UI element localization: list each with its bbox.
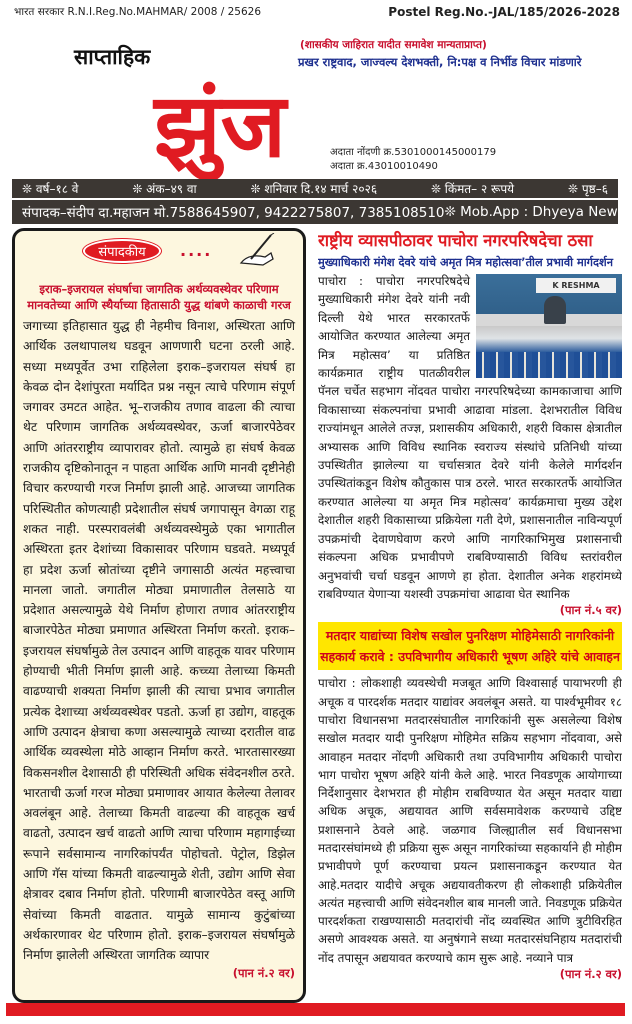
photo-speaker [544,296,566,324]
price: ❊ किंमत– २ रूपये [430,182,515,196]
footer-red-bar [6,1003,625,1016]
story-1-body: पाचोरा : पाचोरा नगरपरिषदेचे मुख्याधिकारी मंगेश देवरे यांनी नवी दिल्ली येथे भारत सरकारतर्फे आयोजित करण्यात आलेल्या अमृत मित्र महोत्सव’ या प्रतिष्ठित कार्यक्रमात राष्ट्रीय पातळीवरील पॅनल चर्चेत सहभाग नोंदवत पाचोरा नगरपरिषदेच्या कामकाजाचा आणि विकासाच्या संकल्पनांचा प्रभावी आढावा मांडला. देशभरातील विविध राज्यांमधून आलेले तज्ज्ञ, प्रशासकीय अधिकारी, शहरी विकास क्षेत्रातील अभ्यासक आणि विविध स्थानिक स्वराज्य संस्थांचे प्रतिनिधी यांच्या उपस्थितीत झालेल्या या चर्चासत्रात देवरे यांनी केलेले मार्गदर्शन उपस्थितांकडून विशेष कौतुकास पात्र ठरले. भारत सरकारतर्फे आयोजित करण्यात आलेल्या या अमृत मित्र महोत्सव’ कार्यक्रमाचा मुख्य उद्देश देशातील शहरी विकासाच्या प्रक्रियेला गती देणे, प्रशासनातील नाविन्यपूर्ण उपक्रमांची देवाणघेवाण करणे आणि नागरिकाभिमुख प्रशासनाची संकल्पना अधिक प्रभावीपणे राबविण्यासाठी विविध स्तरांवरील अनुभवांची चर्चा घडवून आणणे हा होता. देशातील अनेक शहरांमध्ये राबविण्यात येणाऱ्या यशस्वी उपक्रमांचा आढावा घेत स्थानिक [318,274,622,601]
weekly-label: साप्ताहिक [74,45,151,69]
mobile-app: ❊ Mob.App : Dhyeya News [444,204,625,220]
year-info: ❊ वर्ष–१८ वे [22,182,79,196]
story-1-subheadline: मुख्याधिकारी मंगेश देवरे यांचे अमृत मित्र महोत्सवा’तील प्रभावी मार्गदर्शन [318,256,613,269]
masthead-logo: झुंज [154,74,286,177]
postal-registration: Postel Reg.No.-JAL/185/2026-2028 [388,5,620,19]
photo-banner-text: K RESHMA [536,278,616,293]
editorial-dots: .... [180,241,213,260]
photo-group [476,352,622,378]
editorial-headline [23,281,295,313]
issue-date: ❊ शनिवार दि.१४ मार्च २०२६ [250,182,378,196]
editorial-headline-line-1: इराक–इजरायल संघर्षाचा जागतिक अर्थव्यवस्थेवर परिणाम [39,282,279,296]
event-photo [476,274,622,378]
editorial-badge: संपादकीय [83,239,161,263]
adata-registration: अदाता नोंदणी क्र.5301000145000179 [330,147,497,158]
rni-registration: भारत सरकार R.N.I.Reg.No.MAHMAR/ 2008 / 25626 [14,6,262,18]
issue-number: ❊ अंक–४९ वा [132,182,197,196]
adata-numbers [330,146,496,174]
story-2-headline [318,622,622,670]
govt-approval-note: (शासकीय जाहिरात यादीत समावेश मान्यताप्राप्त) [300,39,487,51]
story-2-headline-line-1: मतदार याद्यांच्या विशेष सखोल पुनरिक्षण मोहिमेसाठी नागरिकांनी [325,628,615,644]
editorial-continued-link[interactable]: (पान नं.२ वर) [232,965,295,980]
tagline: प्रखर राष्ट्रवाद, जाज्वल्य देशभक्ती, नि:पक्ष व निर्भीड विचार मांडणारे [298,55,582,69]
story-1-headline: राष्ट्रीय व्यासपीठावर पाचोरा नगरपरिषदेचा ठसा [318,231,593,250]
story-1-continued-link[interactable]: (पान नं.५ वर) [559,603,622,618]
editor-contact: संपादक–संदीप दा.महाजन मो.7588645907, 9422275807, 7385108510 [22,205,445,221]
story-2-headline-line-2: सहकार्य करावे : उपविभागीय अधिकारी भूषण अहिरे यांचे आवाहन [320,649,620,665]
issue-info-bar [12,179,618,198]
editorial-headline-line-2: मानवतेच्या आणि स्थैर्याच्या हितासाठी युद्ध थांबणे काळाची गरज [27,298,291,312]
right-column [318,230,622,1000]
hand-writing-pen-icon [237,233,277,267]
editor-bar [12,200,625,224]
adata-number: अदाता क्र.43010010490 [330,161,438,172]
story-2-continued-link[interactable]: (पान नं.२ वर) [559,967,622,982]
story-2-body: पाचोरा : लोकशाही व्यवस्थेची मजबूत आणि विश्वासार्ह पायाभरणी ही अचूक व पारदर्शक मतदार याद्यांवर अवलंबून असते. या पार्श्वभूमीवर १८ पाचोरा विधानसभा मतदारसंघातील नागरिकांनी सुरू असलेल्या विशेष सखोल मतदार यादी पुनरिक्षण मोहिमेत सक्रिय सहभाग नोंदवावा, असे आवाहन मतदार नोंदणी अधिकारी तथा उपविभागीय अधिकारी पाचोरा भाग पाचोरा भूषण अहिरे यांनी केले आहे. भारत निवडणूक आयोगाच्या निर्देशानुसार देशभरात ही मोहीम राबविण्यात येत असून मतदार याद्या अधिक अचूक, अद्ययावत आणि सर्वसमावेशक करण्याचे उद्दिष्ट प्रशासनाने ठेवले आहे. जळगाव जिल्ह्यातील सर्व विधानसभा मतदारसंघांमध्ये ही प्रक्रिया सुरू असून नागरिकांच्या सहकार्याने ही मोहीम प्रभावीपणे पूर्ण करण्याचा प्रयत्न प्रशासनाकडून करण्यात येत आहे.मतदार यादीचे अचूक अद्ययावतीकरण ही लोकशाही प्रक्रियेतील अत्यंत महत्त्वाची आणि संवेदनशील बाब मानली जाते. निवडणूक प्रक्रियेत पारदर्शकता राखण्यासाठी मतदारांची नोंद व्यवस्थित आणि त्रुटीविरहित असणे आवश्यक असते. या अनुषंगाने सध्या मतदारसंघनिहाय मतदारांची नोंद तपासून अद्ययावत करण्याचे काम सुरू आहे. नव्याने पात्र [318,676,622,965]
page-count: ❊ पृष्ठ–६ [567,182,608,196]
editorial-body: जगाच्या इतिहासात युद्ध ही नेहमीच विनाश, अस्थिरता आणि आर्थिक उलथापालथ घडवून आणणारी घटना ठरली आहे. सध्या मध्यपूर्वेत उभा राहिलेला इराक–इजरायल संघर्ष हा केवळ दोन देशांपुरता मर्यादित प्रश्न नसून त्याचे परिणाम संपूर्ण जगावर उमटत आहेत. भू–राजकीय तणाव वाढला की त्याचा थेट परिणाम जागतिक अर्थव्यवस्थेवर, ऊर्जा बाजारपेठेवर आणि आंतरराष्ट्रीय व्यापारावर होतो. त्यामुळे हा संघर्ष केवळ राजकीय दृष्टिकोनातून न पाहता आर्थिक आणि मानवी दृष्टीनेही विचार करण्याची गरज निर्माण झाली आहे. आजच्या जागतिक परिस्थितीत कोणत्याही प्रदेशातील संघर्ष जगापासून वेगळा राहू शकत नाही. परस्परावलंबी अर्थव्यवस्थेमुळे एका भागातील अस्थिरता इतर देशांच्या विकासावर परिणाम घडवते. मध्यपूर्व हा प्रदेश ऊर्जा स्रोतांच्या दृष्टीने जगासाठी अत्यंत महत्त्वाचा मानला जातो. जगातील मोठ्या प्रमाणातील तेलसाठे या प्रदेशात असल्यामुळे येथे निर्माण होणारा तणाव आंतरराष्ट्रीय बाजारपेठेत मोठ्या प्रमाणात अस्थिरता निर्माण करतो. इराक–इजरायल संघर्षामुळे तेल उत्पादन आणि वाहतूक यावर परिणाम होण्याची भीती निर्माण झाली आहे. कच्च्या तेलाच्या किमती वाढण्याची शक्यता निर्माण झाली की त्याचा प्रभाव जगातील प्रत्येक देशाच्या अर्थव्यवस्थेवर पडतो. ऊर्जा हा उद्योग, वाहतूक आणि उत्पादन क्षेत्राचा कणा असल्यामुळे त्याच्या दरातील वाढ आर्थिक व्यवस्थेला मोठे आव्हान निर्माण करते. भारतासारख्या विकसनशील देशासाठी ही परिस्थिती अधिक संवेदनशील ठरते. भारताची ऊर्जा गरज मोठ्या प्रमाणावर आयात केलेल्या तेलावर अवलंबून आहे. तेलाच्या किमती वाढल्या की वाहतूक खर्च वाढतो, उत्पादन खर्च वाढतो आणि त्याचा परिणाम महागाईच्या रूपाने सर्वसामान्य नागरिकांपर्यंत पोहोचतो. पेट्रोल, डिझेल आणि गॅस यांच्या किमती वाढल्यामुळे शेती, उद्योग आणि सेवा क्षेत्रावर दबाव निर्माण होतो. परिणामी बाजारपेठेत वस्तू आणि सेवांच्या किमती वाढतात. यामुळे सामान्य कुटुंबांच्या अर्थकारणावर थेट परिणाम होतो. इराक–इजरायल संघर्षामुळे निर्माण झालेली अस्थिरता जागतिक व्यापार [23,319,295,963]
editorial-box [12,228,306,1003]
